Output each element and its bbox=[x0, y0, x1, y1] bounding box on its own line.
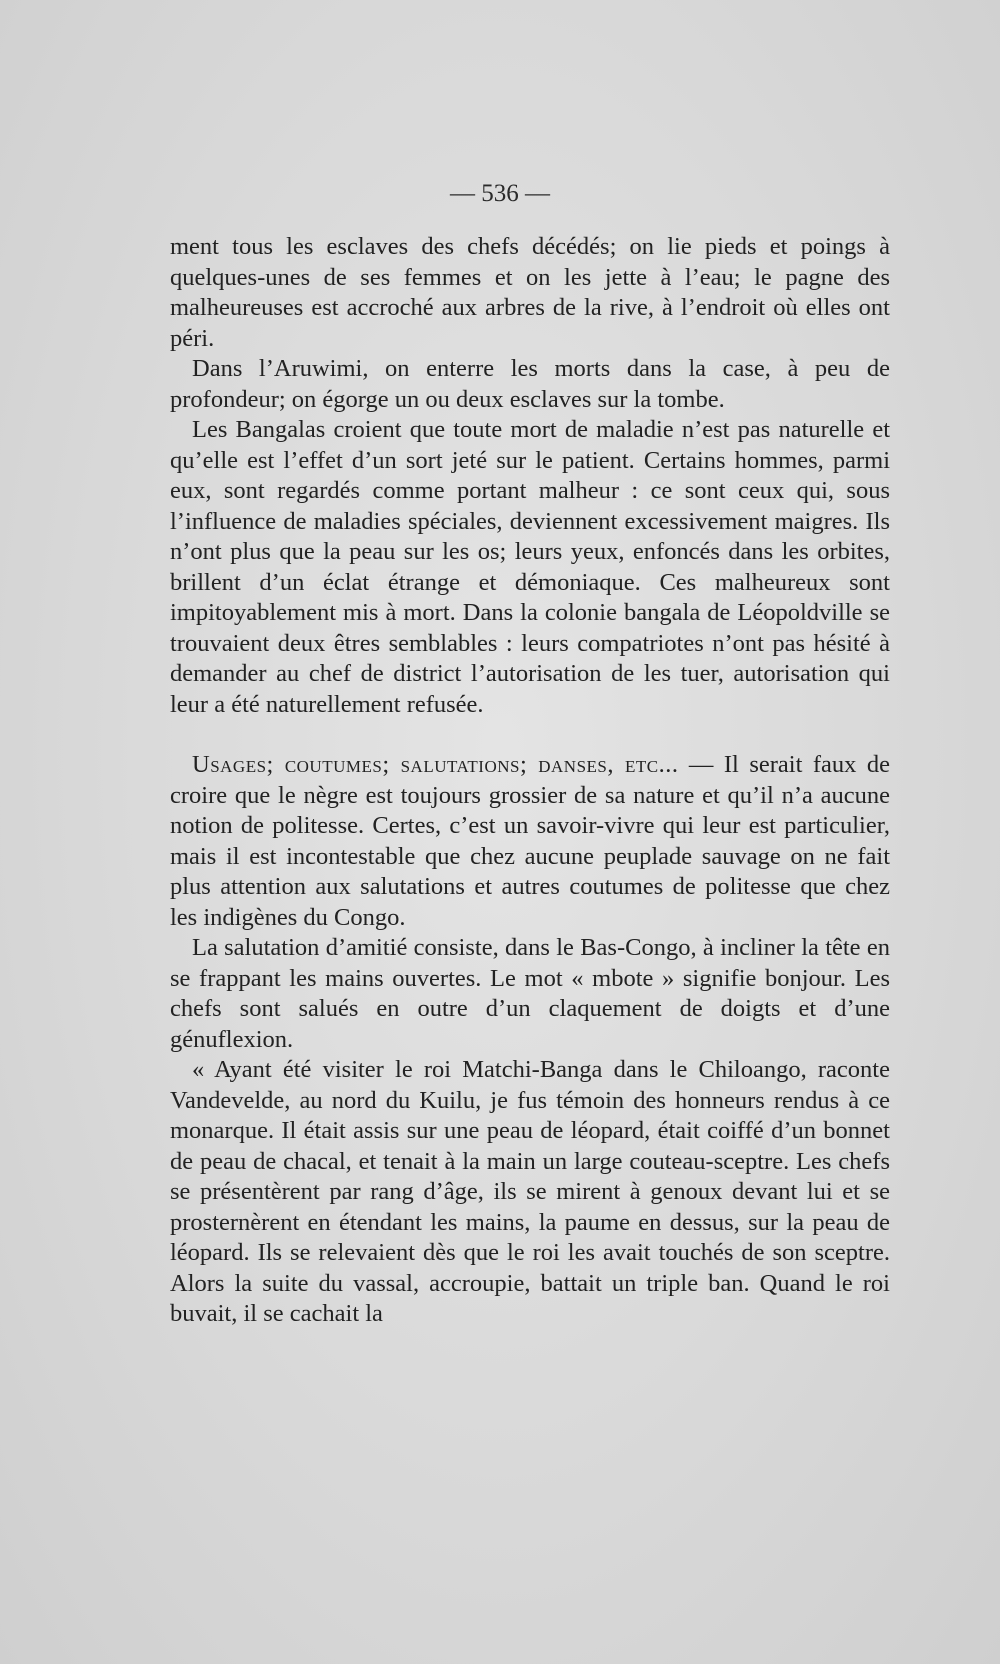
paragraph-quote: « Ayant été visiter le roi Matchi-Banga dans le Chiloango, raconte Vandevelde, au nord du Kuilu, je fus témoin des honneurs rendus à ce monarque. Il était assis sur une peau de léopard, était coiffé d’un bonnet de peau de chacal, et tenait à la main un large couteau-sceptre. Les chefs se présentèrent par rang d’âge, ils se mirent à genoux devant lui et se prosternèrent en étendant les mains, la paume en dessus, sur la peau de léopard. Ils se relevaient dès que le roi les avait touchés de son sceptre. Alors la suite du vassal, accroupie, battait un triple ban. Quand le roi buvait, il se cachait la bbox=[170, 1056, 890, 1327]
body-text bbox=[170, 232, 890, 1330]
paragraph-aruwimi: Dans l’Aruwimi, on enterre les morts dans la case, à peu de profondeur; on égorge un ou deux esclaves sur la tombe. bbox=[170, 355, 890, 413]
section-text: — Il serait faux de croire que le nègre est toujours grossier de sa nature et qu’il n’a aucune notion de politesse. Certes, c’est un savoir-vivre qui leur est particulier, mais il est incontestable que chez aucune peuplade sauvage on ne fait plus attention aux salutations et autres coutumes de politesse que chez les indigènes du Congo. bbox=[170, 751, 890, 931]
paragraph-usages bbox=[170, 750, 890, 933]
paragraph-bangalas: Les Bangalas croient que toute mort de maladie n’est pas naturelle et qu’elle est l’effet d’un sort jeté sur le patient. Certains hommes, parmi eux, sont regardés comme portant malheur : ce sont ceux qui, sous l’influence de maladies spéciales, deviennent excessivement maigres. Ils n’ont plus que la peau sur les os; leurs yeux, enfoncés dans les orbites, brillent d’un éclat étrange et démoniaque. Ces malheureux sont impitoyablement mis à mort. Dans la colonie bangala de Léopoldville se trouvaient deux êtres semblables : leurs compatriotes n’ont pas hésité à demander au chef de district l’autorisation de les tuer, autorisation qui leur a été naturellement refusée. bbox=[170, 416, 890, 718]
paragraph-continuation: ment tous les esclaves des chefs décédés; on lie pieds et poings à quelques-unes de ses femmes et on les jette à l’eau; le pagne des malheureuses est accroché aux arbres de la rive, à l’endroit où elles ont péri. bbox=[170, 233, 890, 352]
section-heading: Usages; coutumes; salutations; danses, etc... bbox=[192, 751, 679, 778]
page-number: — 536 — bbox=[450, 180, 550, 207]
paragraph-salutation: La salutation d’amitié consiste, dans le Bas-Congo, à incliner la tête en se frappant les mains ouvertes. Le mot « mbote » signifie bonjour. Les chefs sont salués en outre d’un claquement de doigts et d’une génuflexion. bbox=[170, 934, 890, 1053]
